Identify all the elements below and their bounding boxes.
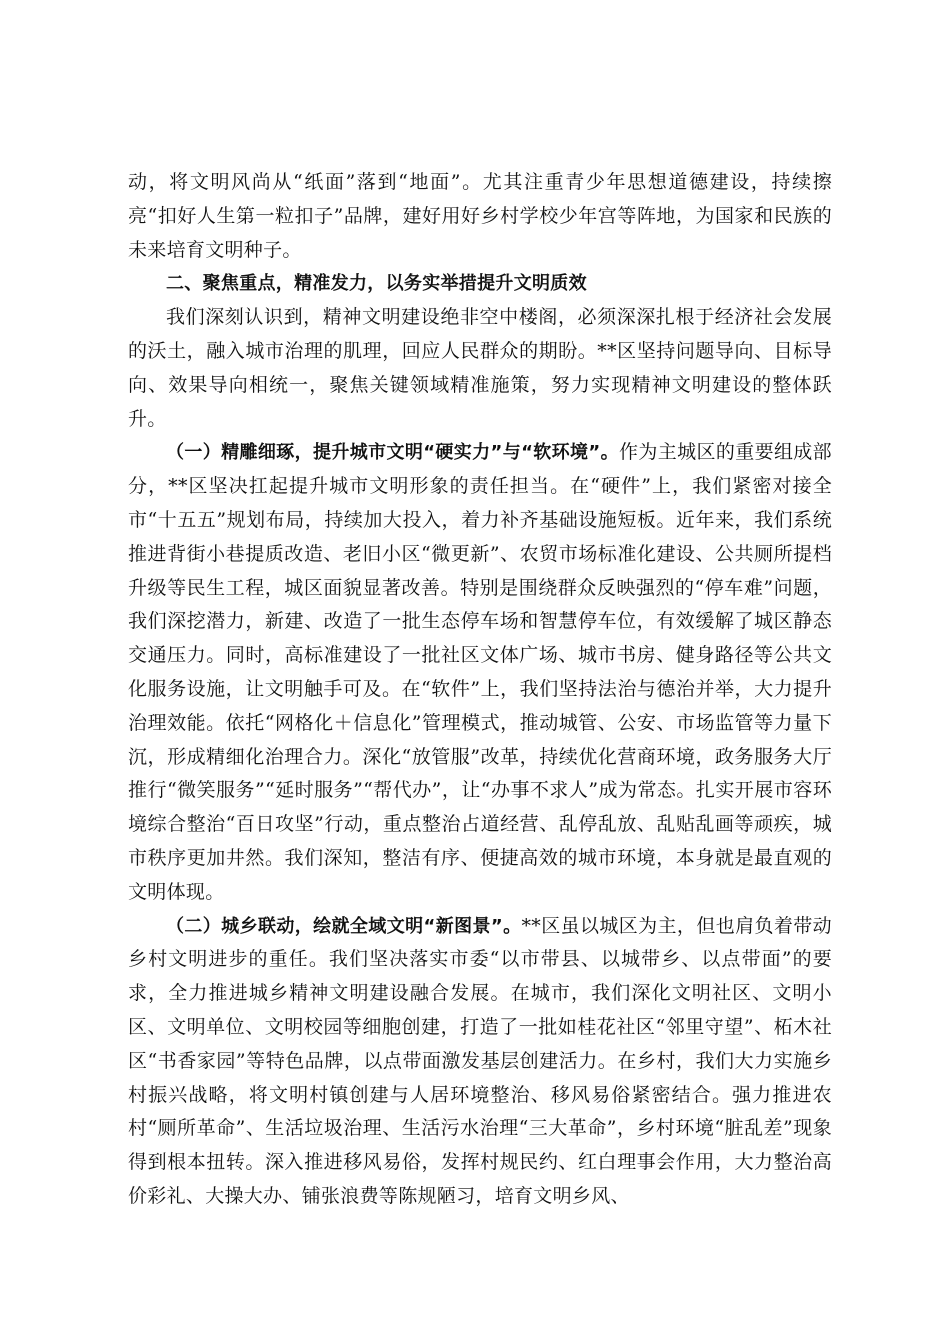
paragraph-urban-rural xyxy=(128,910,832,1214)
subheading-urban: （一）精雕细琢，提升城市文明“硬实力”与“软环境”。 xyxy=(166,442,619,464)
subheading-urban-rural: （二）城乡联动，绘就全域文明“新图景”。 xyxy=(166,915,522,937)
paragraph-continuation: 动，将文明风尚从“纸面”落到“地面”。尤其注重青少年思想道德建设，持续擦亮“扣好人生第一粒扣子”品牌，建好用好乡村学校少年宫等阵地，为国家和民族的未来培育文明种子。 xyxy=(128,171,832,261)
paragraph-urban-civilization xyxy=(128,436,832,909)
paragraph-urban-body: 作为主城区的重要组成部分，**区坚决扛起提升城市文明形象的责任担当。在“硬件”上，我们紧密对接全市“十五五”规划布局，持续加大投入，着力补齐基础设施短板。近年来，我们系统推进背街小巷提质改造、老旧小区“微更新”、农贸市场标准化建设、公共厕所提档升级等民生工程，城区面貌显著改善。特别是围绕群众反映强烈的“停车难”问题，我们深挖潜力，新建、改造了一批生态停车场和智慧停车位，有效缓解了城区静态交通压力。同时，高标准建设了一批社区文体广场、城市书房、健身路径等公共文化服务设施，让文明触手可及。在“软件”上，我们坚持法治与德治并举，大力提升治理效能。依托“网格化＋信息化”管理模式，推动城管、公安、市场监管等力量下沉，形成精细化治理合力。深化“放管服”改革，持续优化营商环境，政务服务大厅推行“微笑服务”“延时服务”“帮代办”，让“办事不求人”成为常态。扎实开展市容环境综合整治“百日攻坚”行动，重点整治占道经营、乱停乱放、乱贴乱画等顽疾，城市秩序更加井然。我们深知，整洁有序、便捷高效的城市环境，本身就是最直观的文明体现。 xyxy=(128,441,832,903)
paragraph-intro: 我们深刻认识到，精神文明建设绝非空中楼阁，必须深深扎根于经济社会发展的沃土，融入城市治理的肌理，回应人民群众的期盼。**区坚持问题导向、目标导向、效果导向相统一，聚焦关键领域精准施策，努力实现精神文明建设的整体跃升。 xyxy=(128,306,832,430)
section-heading: 二、聚焦重点，精准发力，以务实举措提升文明质效 xyxy=(166,273,587,295)
document-body xyxy=(128,166,832,1214)
paragraph-urban-rural-body: **区虽以城区为主，但也肩负着带动乡村文明进步的重任。我们坚决落实市委“以市带县、以城带乡、以点带面”的要求，全力推进城乡精神文明建设融合发展。在城市，我们深化文明社区、文明小区、文明单位、文明校园等细胞创建，打造了一批如桂花社区“邻里守望”、柘木社区“书香家园”等特色品牌，以点带面激发基层创建活力。在乡村，我们大力实施乡村振兴战略，将文明村镇创建与人居环境整治、移风易俗紧密结合。强力推进农村“厕所革命”、生活垃圾治理、生活污水治理“三大革命”，乡村环境“脏乱差”现象得到根本扭转。深入推进移风易俗，发挥村规民约、红白理事会作用，大力整治高价彩礼、大操大办、铺张浪费等陈规陋习，培育文明乡风、 xyxy=(128,914,832,1207)
